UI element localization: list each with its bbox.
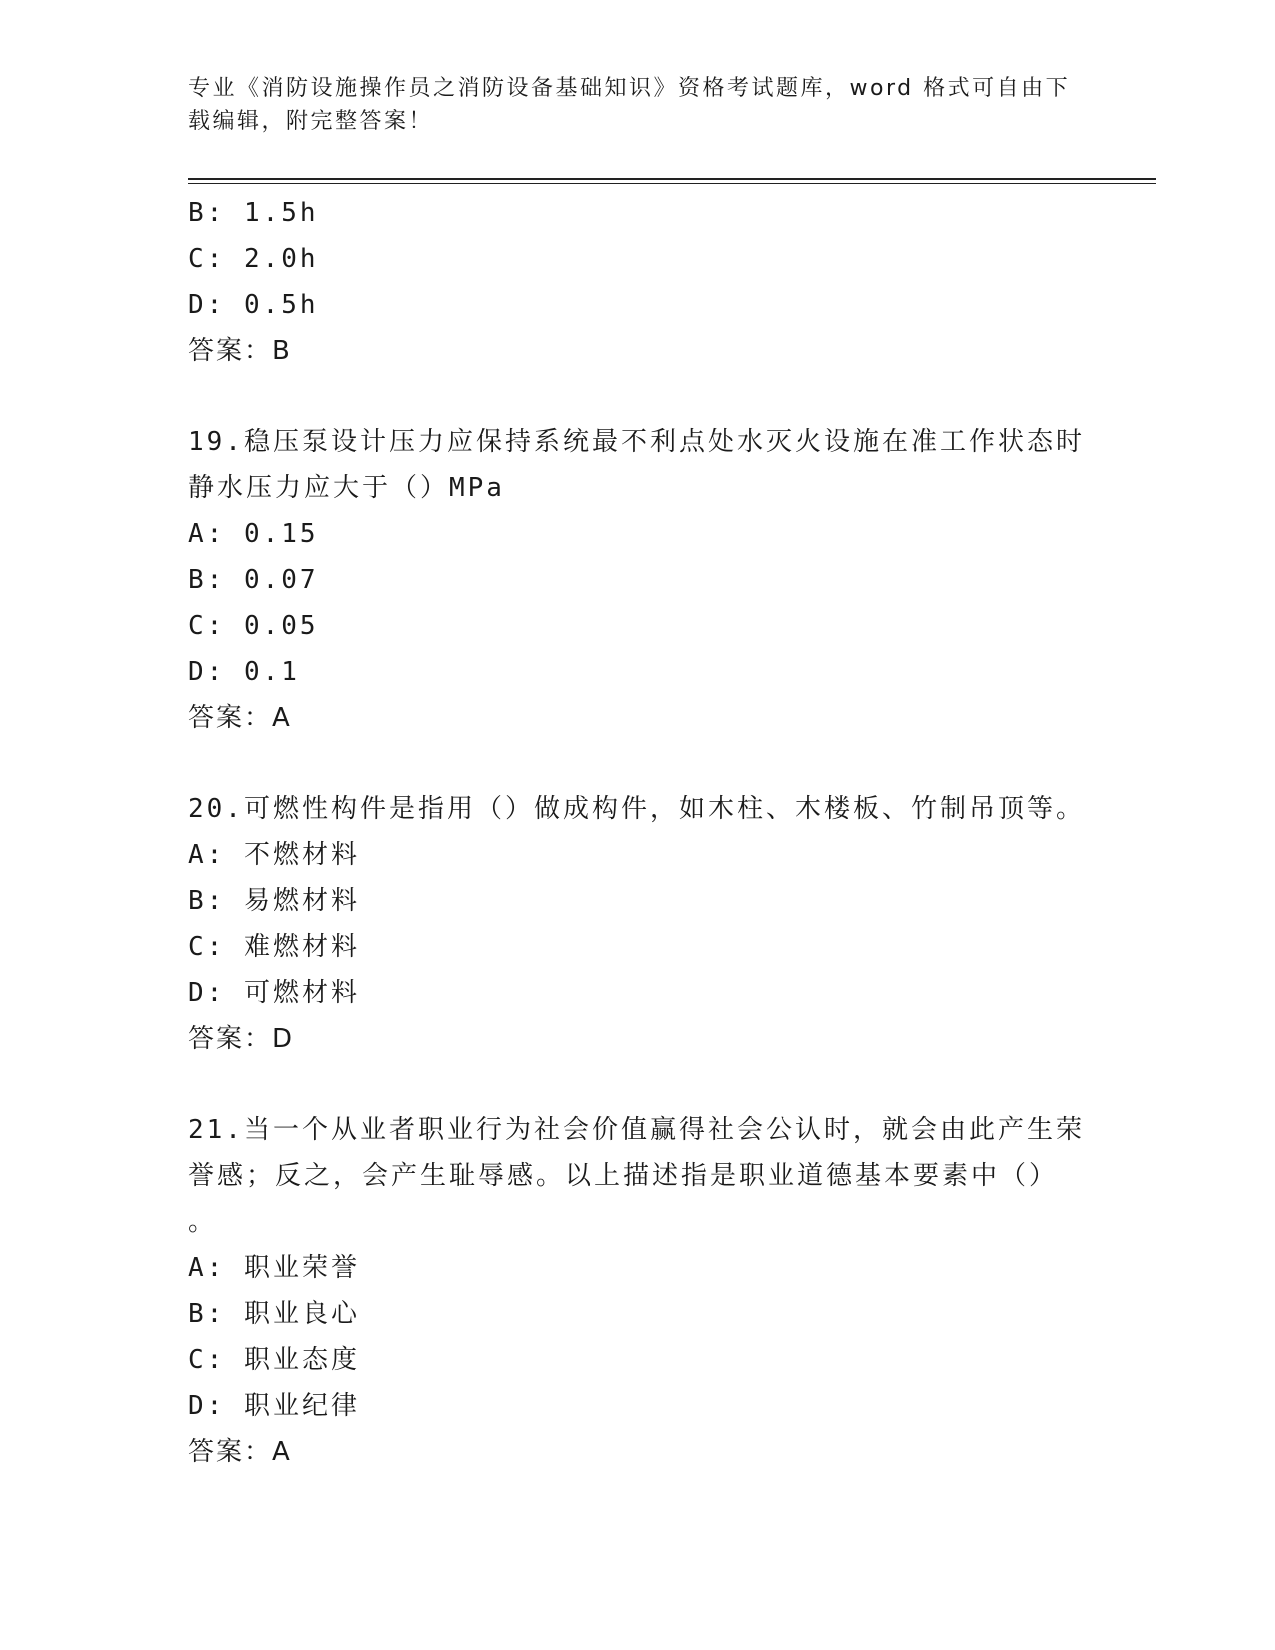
option-c: C: 职业态度	[188, 1345, 360, 1375]
header-divider-thick	[188, 178, 1156, 180]
option-c: C: 难燃材料	[188, 932, 360, 962]
option-b: B: 易燃材料	[188, 886, 360, 916]
option-d: D: 0.1	[188, 657, 300, 687]
answer-line: 答案：B	[188, 336, 292, 366]
question-19	[188, 419, 1088, 741]
answer-line: 答案：D	[188, 1024, 295, 1054]
header-line-2: 载编辑，附完整答案！	[188, 109, 434, 134]
document-header	[188, 72, 1088, 138]
answer-line: 答案：A	[188, 1437, 292, 1467]
question-stem-line: 21.当一个从业者职业行为社会价值赢得社会公认时，就会由此产生荣	[188, 1115, 1085, 1145]
question-18-continued	[188, 190, 1088, 374]
option-a: A: 不燃材料	[188, 840, 360, 870]
question-21	[188, 1107, 1088, 1475]
question-20	[188, 786, 1088, 1062]
answer-line: 答案：A	[188, 703, 292, 733]
header-line-1: 专业《消防设施操作员之消防设备基础知识》资格考试题库，word 格式可自由下	[188, 76, 1071, 101]
option-b: B: 1.5h	[188, 198, 319, 228]
header-divider-thin	[188, 183, 1156, 184]
option-d: D: 可燃材料	[188, 978, 360, 1008]
question-stem-line: 19.稳压泵设计压力应保持系统最不利点处水灭火设施在准工作状态时	[188, 427, 1085, 457]
option-c: C: 2.0h	[188, 244, 319, 274]
option-a: A: 0.15	[188, 519, 319, 549]
question-stem-tail: 。	[188, 1207, 215, 1237]
option-d: D: 0.5h	[188, 290, 319, 320]
option-b: B: 0.07	[188, 565, 319, 595]
question-stem-line: 20.可燃性构件是指用（）做成构件，如木柱、木楼板、竹制吊顶等。	[188, 794, 1085, 824]
option-c: C: 0.05	[188, 611, 319, 641]
option-b: B: 职业良心	[188, 1299, 360, 1329]
option-d: D: 职业纪律	[188, 1391, 360, 1421]
question-stem-line: 誉感；反之，会产生耻辱感。以上描述指是职业道德基本要素中（）	[188, 1161, 1059, 1191]
question-list	[188, 190, 1088, 1475]
question-stem-line: 静水压力应大于（）MPa	[188, 473, 505, 503]
option-a: A: 职业荣誉	[188, 1253, 360, 1283]
